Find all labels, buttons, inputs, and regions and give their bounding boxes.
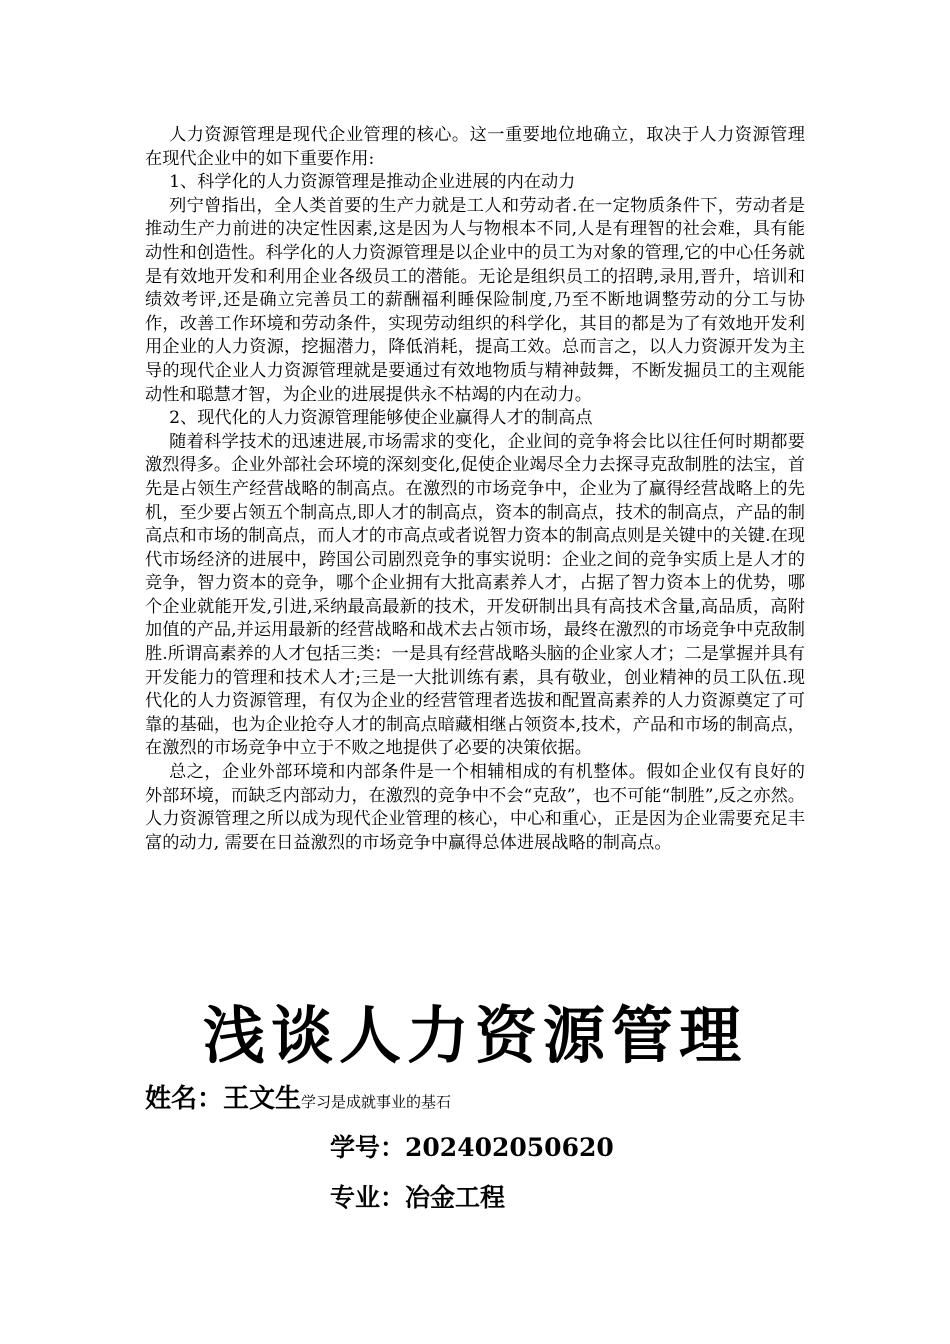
document-title: 浅谈人力资源管理 xyxy=(202,999,747,1072)
body-text xyxy=(145,124,805,855)
name-value: 王文生 xyxy=(223,1084,302,1114)
section-heading-2: 2、现代化的人力资源管理能够使企业赢得人才的制高点 xyxy=(169,408,593,429)
major-value: 冶金工程 xyxy=(405,1183,506,1212)
name-note: 学习是成就事业的基石 xyxy=(301,1093,452,1111)
major-label: 专业： xyxy=(330,1183,406,1212)
paragraph-section-2: 随着科学技术的迅速进展,市场需求的变化，企业间的竞争将会比以往任何时期都要激烈得多。企业外部社会环境的深刻变化,促使企业竭尽全力去探寻克敌制胜的法宝，首先是占领生产经营战略的制高点。在激烈的市场竞争中，企业为了赢得经营战略上的先机，至少要占领五个制高点,即人才的制高点，资本的制高点，技术的制高点，产品的制高点和市场的制高点，而人才的市高点或者说智力资本的制高点则是关键中的关键.在现代市场经济的进展中，跨国公司剧烈竞争的事实说明：企业之间的竞争实质上是人才的竞争，智力资本的竞争，哪个企业拥有大批高素养人才，占据了智力资本上的优势，哪个企业就能开发,引进,采纳最高最新的技术，开发研制出具有高技术含量,高品质，高附加值的产品,并运用最新的经营战略和战术去占领市场，最终在激烈的市场竞争中克敌制胜.所谓高素养的人才包括三类：一是具有经营战略头脑的企业家人才；二是掌握并具有开发能力的管理和技术人才;三是一大批训练有素，具有敬业，创业精神的员工队伍.现代化的人力资源管理，有仅为企业的经营管理者选拔和配置高素养的人力资源奠定了可靠的基础，也为企业抢夺人才的制高点暗藏相继占领资本,技术，产品和市场的制高点，在激烈的市场竞争中立于不败之地提供了必要的决策依据。 xyxy=(145,431,805,759)
major-line xyxy=(330,1178,505,1214)
name-line xyxy=(145,1078,451,1115)
student-id-value: 202402050620 xyxy=(405,1133,614,1162)
student-id-line xyxy=(330,1128,614,1164)
student-id-label: 学号： xyxy=(330,1133,406,1162)
name-label: 姓名： xyxy=(145,1084,224,1114)
section-heading-1: 1、科学化的人力资源管理是推动企业进展的内在动力 xyxy=(169,172,576,193)
paragraph-section-1: 列宁曾指出，全人类首要的生产力就是工人和劳动者.在一定物质条件下，劳动者是推动生产力前进的决定性因素,这是因为人与物根本不同,人是有理智的社会难，具有能动性和创造性。科学化的人力资源管理是以企业中的员工为对象的管理,它的中心任务就是有效地开发和利用企业各级员工的潜能。无论是组织员工的招聘,录用,晋升，培训和绩效考评,还是确立完善员工的薪酬福利睡保险制度,乃至不断地调整劳动的分工与协作，改善工作环境和劳动条件，实现劳动组织的科学化，其目的都是为了有效地开发利用企业的人力资源，挖掘潜力，降低消耗，提高工效。总而言之，以人力资源开发为主导的现代企业人力资源管理就是要通过有效地物质与精神鼓舞，不断发掘员工的主观能动性和聪慧才智，为企业的进展提供永不枯竭的内在动力。 xyxy=(145,195,805,405)
paragraph-intro: 人力资源管理是现代企业管理的核心。这一重要地位地确立，取决于人力资源管理在现代企业中的如下重要作用: xyxy=(145,125,805,169)
paragraph-conclusion: 总之，企业外部环境和内部条件是一个相辅相成的有机整体。假如企业仅有良好的外部环境，而缺乏内部动力，在激烈的竞争中不会“克敌”，也不可能“制胜”,反之亦然。人力资源管理之所以成为现代企业管理的核心，中心和重心，正是因为企业需要充足丰富的动力, 需要在日益激烈的市场竞争中赢得总体进展战略的制高点。 xyxy=(145,762,805,853)
